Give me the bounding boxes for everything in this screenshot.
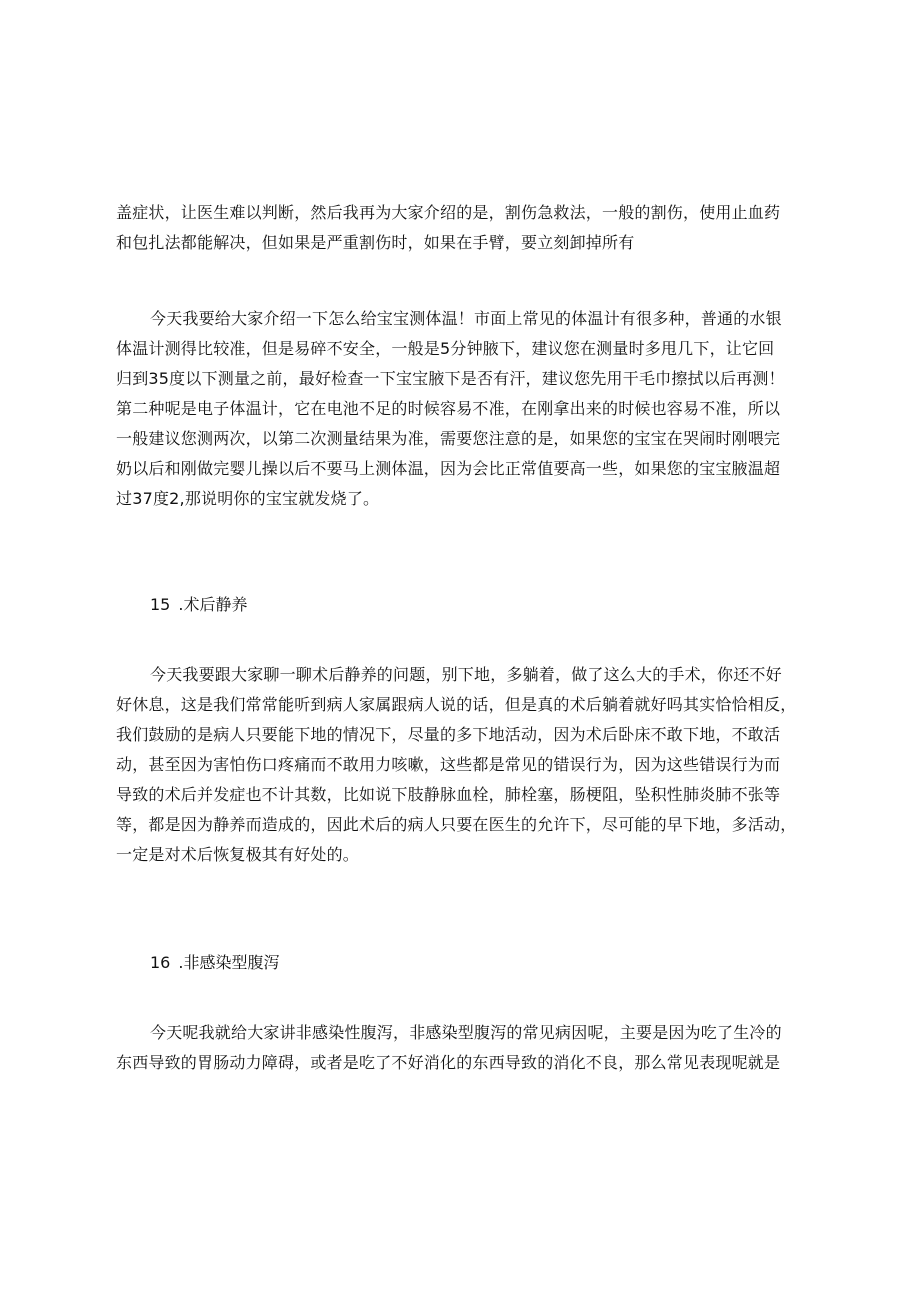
text-line: 等，都是因为静养而造成的，因此术后的病人只要在医生的允许下，尽可能的早下地，多活动， (116, 815, 797, 834)
text-line: 好休息，这是我们常常能听到病人家属跟病人说的话，但是真的术后躺着就好吗其实恰恰相反， (116, 695, 797, 714)
text-line: 今天我要给大家介绍一下怎么给宝宝测体温！市面上常见的体温计有很多种，普通的水银 (150, 309, 782, 328)
text-line: 归到35度以下测量之前，最好检查一下宝宝腋下是否有汗，建议您先用干毛巾擦拭以后再测！ (116, 369, 785, 388)
text-line: 奶以后和刚做完婴儿操以后不要马上测体温，因为会比正常值要高一些，如果您的宝宝腋温超 (116, 459, 781, 478)
text-line: 东西导致的胃肠动力障碍，或者是吃了不好消化的东西导致的消化不良，那么常见表现呢就是 (116, 1053, 781, 1072)
paragraph-postoperative-rest (116, 660, 810, 870)
section-heading-15 (150, 590, 247, 620)
paragraph-non-infectious-diarrhea (116, 1018, 810, 1078)
text-line: 盖症状，让医生难以判断，然后我再为大家介绍的是，割伤急救法，一般的割伤，使用止血药 (116, 203, 781, 222)
text-line: 过37度2,那说明你的宝宝就发烧了。 (116, 489, 380, 508)
section-heading-16 (150, 948, 279, 978)
text-line: 我们鼓励的是病人只要能下地的情况下，尽量的多下地活动，因为术后卧床不敢下地，不敢活 (116, 725, 781, 744)
text-line: 和包扎法都能解决，但如果是严重割伤时，如果在手臂，要立刻卸掉所有 (116, 233, 635, 252)
text-line: 今天呢我就给大家讲非感染性腹泻，非感染型腹泻的常见病因呢，主要是因为吃了生冷的 (150, 1023, 782, 1042)
section-number: 16 (150, 953, 171, 972)
section-title: .术后静养 (178, 595, 248, 614)
text-line: 导致的术后并发症也不计其数，比如说下肢静脉血栓，肺栓塞，肠梗阻，坠积性肺炎肺不张等 (116, 785, 781, 804)
text-line: 一定是对术后恢复极其有好处的。 (116, 845, 360, 864)
section-number: 15 (150, 595, 171, 614)
text-line: 今天我要跟大家聊一聊术后静养的问题，别下地，多躺着，做了这么大的手术，你还不好 (150, 665, 782, 684)
paragraph-cut-first-aid (116, 198, 810, 258)
text-line: 一般建议您测两次，以第二次测量结果为准，需要您注意的是，如果您的宝宝在哭闹时刚喂完 (116, 429, 781, 448)
paragraph-baby-temperature (116, 304, 810, 514)
text-line: 体温计测得比较准，但是易碎不安全，一般是5分钟腋下，建议您在测量时多甩几下，让它回 (116, 339, 775, 358)
text-line: 动，甚至因为害怕伤口疼痛而不敢用力咳嗽，这些都是常见的错误行为，因为这些错误行为而 (116, 755, 781, 774)
text-line: 第二种呢是电子体温计，它在电池不足的时候容易不准，在刚拿出来的时候也容易不准，所以 (116, 399, 781, 418)
section-title: .非感染型腹泻 (178, 953, 280, 972)
